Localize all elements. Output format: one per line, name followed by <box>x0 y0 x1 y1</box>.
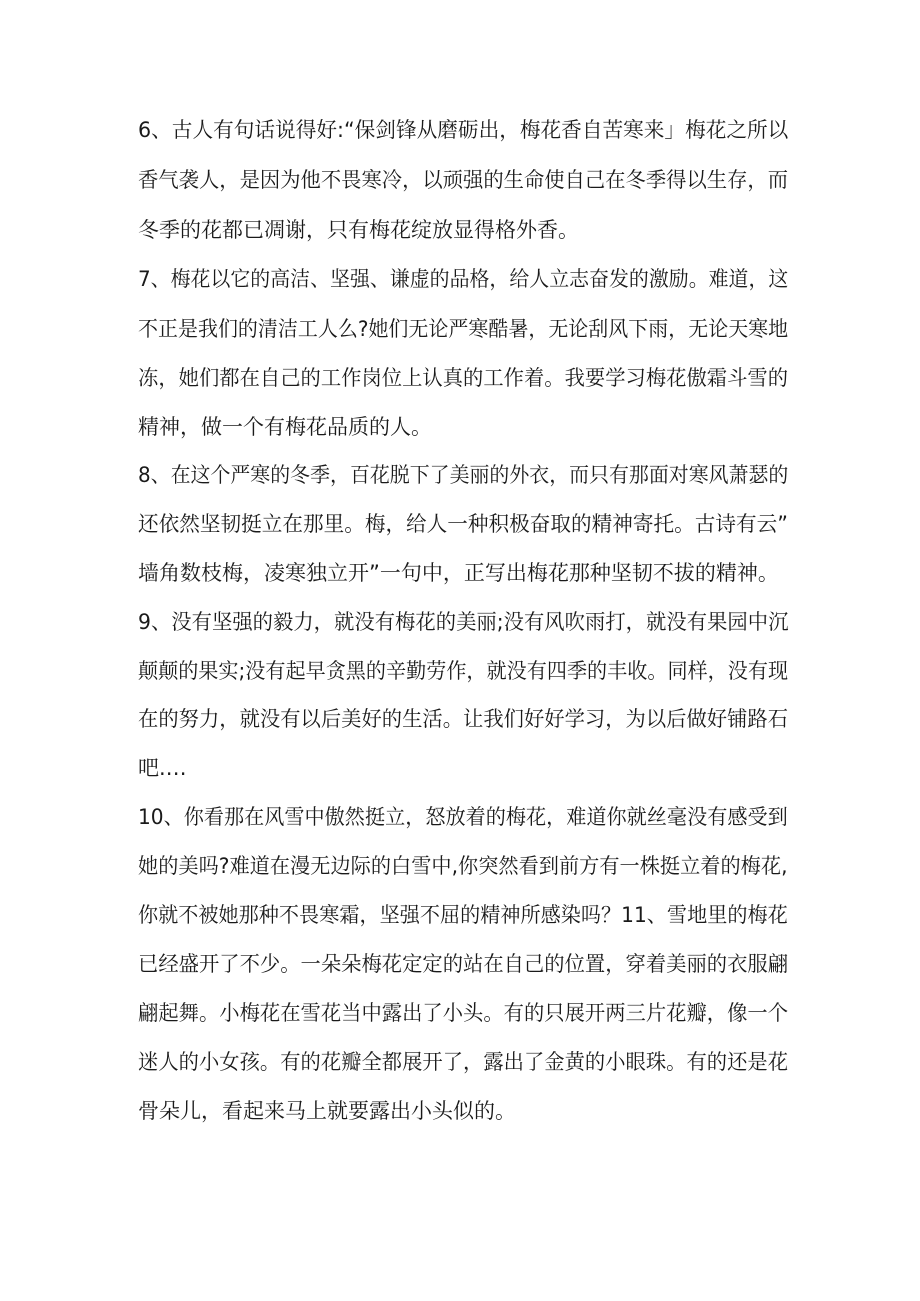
text-line: 墙角数枝梅，凌寒独立开”一句中，正写出梅花那种坚韧不拔的精神。 <box>138 561 779 585</box>
text-line: 7、梅花以它的高洁、坚强、谦虚的品格，给人立志奋发的激励。难道，这 <box>138 267 789 291</box>
text-line: 在的努力，就没有以后美好的生活。让我们好好学习，为以后做好铺路石 <box>138 707 789 731</box>
text-line: 冬季的花都已凋谢，只有梅花绽放显得格外香。 <box>138 218 579 242</box>
text-line: 冻，她们都在自己的工作岗位上认真的工作着。我要学习梅花傲霜斗雪的 <box>138 366 789 390</box>
text-line: 已经盛开了不少。一朵朵梅花定定的站在自己的位置，穿着美丽的衣服翩 <box>138 952 789 976</box>
text-line: 她的美吗?难道在漫无边际的白雪中,你突然看到前方有一株挺立着的梅花, <box>138 854 788 878</box>
text-line: 香气袭人，是因为他不畏寒冷，以顽强的生命使自己在冬季得以生存，而 <box>138 168 789 192</box>
text-line: 颠颠的果实;没有起早贪黑的辛勤劳作，就没有四季的丰收。同样，没有现 <box>138 659 789 683</box>
text-line: 骨朵儿，看起来马上就要露出小头似的。 <box>138 1099 516 1123</box>
text-line: 精神，做一个有梅花品质的人。 <box>138 415 432 439</box>
text-line: 翩起舞。小梅花在雪花当中露出了小头。有的只展开两三片花瓣，像一个 <box>138 1001 789 1025</box>
text-line: 你就不被她那种不畏寒霜，坚强不屈的精神所感染吗？11、雪地里的梅花 <box>138 903 788 927</box>
text-line: 9、没有坚强的毅力，就没有梅花的美丽;没有风吹雨打，就没有果园中沉 <box>138 610 789 634</box>
text-line: 不正是我们的清洁工人么?她们无论严寒酷暑，无论刮风下雨，无论天寒地 <box>138 317 789 341</box>
text-line: 6、古人有句话说得好:“保剑锋从磨砺出，梅花香自苦寒来」梅花之所以 <box>138 118 789 142</box>
text-line: 吧.… <box>138 756 187 780</box>
text-line: 迷人的小女孩。有的花瓣全都展开了，露出了金黄的小眼珠。有的还是花 <box>138 1050 789 1074</box>
text-line: 8、在这个严寒的冬季，百花脱下了美丽的外衣，而只有那面对寒风萧瑟的 <box>138 463 789 487</box>
text-line: 还依然坚韧挺立在那里。梅，给人一种积极奋取的精神寄托。古诗有云” <box>138 512 788 536</box>
text-line: 10、你看那在风雪中傲然挺立，怒放着的梅花，难道你就丝毫没有感受到 <box>138 805 788 829</box>
